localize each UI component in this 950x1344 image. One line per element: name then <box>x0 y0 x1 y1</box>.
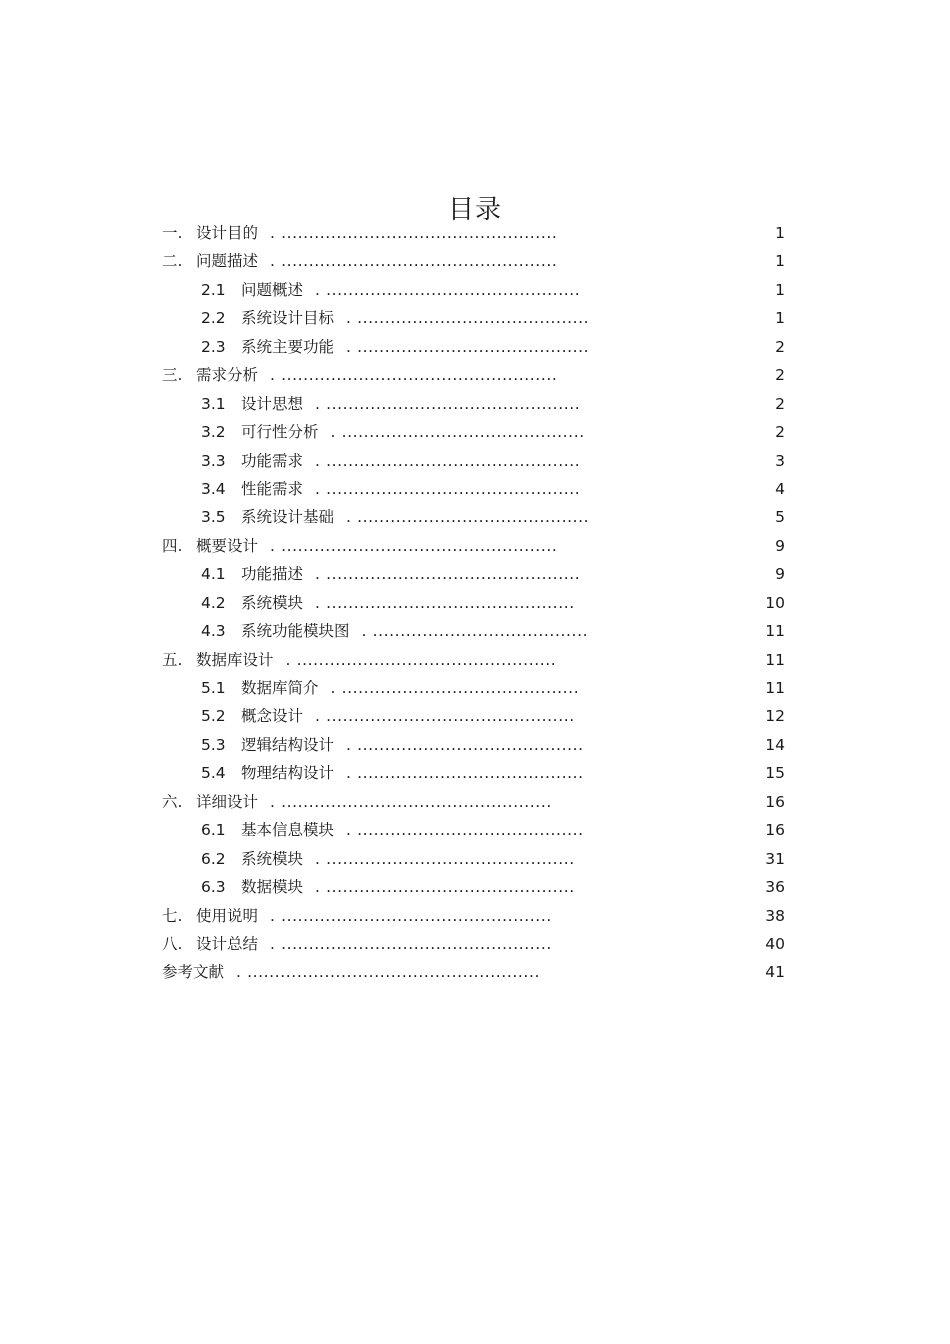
toc-entry[interactable] <box>0 219 950 247</box>
toc-entry-number: 5.2 <box>201 707 226 726</box>
toc-page-number: 10 <box>765 593 785 612</box>
toc-page-number: 3 <box>775 451 785 470</box>
toc-entry-number: 二. <box>162 252 183 271</box>
toc-entry-text <box>162 788 552 816</box>
toc-entry-text <box>201 873 575 901</box>
toc-entry-text <box>162 219 557 247</box>
toc-entry[interactable] <box>0 958 950 986</box>
toc-entry-label: 系统主要功能 <box>241 337 335 356</box>
toc-entry-number: 5.1 <box>201 679 226 697</box>
toc-dot-leader: . ........................................... <box>330 679 580 697</box>
toc-entry[interactable] <box>0 873 950 901</box>
toc-page-number: 4 <box>775 479 785 498</box>
toc-entry-number: 4.3 <box>201 622 226 641</box>
toc-dot-leader: . ............................................ <box>330 423 585 442</box>
toc-dot-leader: . ....................................... <box>361 622 589 641</box>
toc-entry-label: 系统模块 <box>241 593 304 612</box>
toc-dot-leader: . ............................................. <box>315 878 575 897</box>
toc-page-number: 11 <box>765 622 785 641</box>
toc-entry-label: 概念设计 <box>241 707 304 726</box>
toc-entry-label: 设计目的 <box>196 224 259 242</box>
toc-entry-number: 3.3 <box>201 451 226 470</box>
toc-page-number: 5 <box>775 508 785 527</box>
toc-page-number: 2 <box>775 423 785 442</box>
toc-page-number: 1 <box>775 224 785 242</box>
toc-page-number: 9 <box>775 536 785 555</box>
toc-page-number: 11 <box>765 679 785 697</box>
toc-page-number: 41 <box>765 963 785 982</box>
toc-entry[interactable] <box>0 503 950 531</box>
toc-entry-label: 问题描述 <box>196 252 259 271</box>
toc-list <box>0 219 950 987</box>
toc-entry-text <box>201 390 580 418</box>
toc-entry-text <box>201 845 575 873</box>
toc-entry-label: 详细设计 <box>196 792 259 811</box>
toc-entry-text <box>201 589 575 617</box>
toc-entry-text <box>201 731 584 759</box>
toc-entry-label: 性能需求 <box>241 479 304 498</box>
toc-entry[interactable] <box>0 589 950 617</box>
toc-dot-leader: . ......................................... <box>346 764 584 783</box>
toc-page-number: 1 <box>775 309 785 328</box>
toc-entry-text <box>201 759 584 787</box>
toc-entry-number: 6.3 <box>201 878 226 897</box>
toc-entry-number: 一. <box>162 224 183 242</box>
toc-entry-number: 4.2 <box>201 593 226 612</box>
toc-entry-number: 6.1 <box>201 821 226 840</box>
toc-page-number: 38 <box>765 906 785 925</box>
toc-dot-leader: . ............................................... <box>285 650 557 669</box>
toc-entry[interactable] <box>0 418 950 446</box>
toc-entry[interactable] <box>0 447 950 475</box>
toc-entry-label: 系统模块 <box>241 849 304 868</box>
toc-dot-leader: . .......................................... <box>346 309 590 328</box>
toc-page-number: 2 <box>775 366 785 385</box>
toc-entry-text <box>201 816 584 844</box>
toc-entry-text <box>162 646 556 674</box>
toc-entry-number: 五. <box>162 650 183 669</box>
toc-entry-label: 问题概述 <box>241 280 304 299</box>
toc-entry-label: 系统设计基础 <box>241 508 335 527</box>
toc-entry-label: 设计总结 <box>196 934 259 953</box>
toc-entry-number: 八. <box>162 934 183 953</box>
toc-entry-number: 六. <box>162 792 183 811</box>
toc-entry-label: 数据库简介 <box>241 679 319 697</box>
toc-entry[interactable] <box>0 902 950 930</box>
toc-entry[interactable] <box>0 646 950 674</box>
toc-entry-number: 3.1 <box>201 394 226 413</box>
toc-dot-leader: . ............................................. <box>315 593 575 612</box>
toc-entry-label: 系统功能模块图 <box>241 622 350 641</box>
toc-entry-number: 5.4 <box>201 764 226 783</box>
toc-entry[interactable] <box>0 390 950 418</box>
toc-entry-text <box>201 674 579 702</box>
toc-entry-label: 系统设计目标 <box>241 309 335 328</box>
toc-entry-text <box>162 247 557 275</box>
toc-page-number: 15 <box>765 764 785 783</box>
toc-dot-leader: . ......................................... <box>346 735 584 754</box>
toc-dot-leader: . .............................................. <box>315 280 581 299</box>
toc-dot-leader: . ................................................. <box>270 792 552 811</box>
toc-entry[interactable] <box>0 674 950 702</box>
toc-dot-leader: . .............................................. <box>315 565 581 584</box>
toc-page-number: 31 <box>765 849 785 868</box>
toc-entry-text <box>201 304 589 332</box>
toc-entry-text <box>201 702 575 730</box>
toc-page-number: 2 <box>775 394 785 413</box>
toc-dot-leader: . ............................................. <box>315 707 575 726</box>
toc-entry-number: 3.5 <box>201 508 226 527</box>
toc-page-number: 12 <box>765 707 785 726</box>
toc-entry[interactable] <box>0 845 950 873</box>
toc-entry[interactable] <box>0 731 950 759</box>
toc-dot-leader: . .............................................. <box>315 479 581 498</box>
toc-entry[interactable] <box>0 532 950 560</box>
toc-entry-text <box>162 902 552 930</box>
toc-dot-leader: . .............................................. <box>315 394 581 413</box>
toc-entry-label: 逻辑结构设计 <box>241 735 335 754</box>
toc-entry-label: 数据模块 <box>241 878 304 897</box>
toc-entry-number: 七. <box>162 906 183 925</box>
toc-entry-text <box>201 560 580 588</box>
toc-entry[interactable] <box>0 276 950 304</box>
toc-entry-number: 三. <box>162 366 183 385</box>
toc-entry[interactable] <box>0 247 950 275</box>
toc-entry-text <box>162 930 552 958</box>
toc-entry-number: 2.3 <box>201 337 226 356</box>
toc-entry-number: 2.1 <box>201 280 226 299</box>
toc-entry[interactable] <box>0 617 950 645</box>
toc-entry[interactable] <box>0 304 950 332</box>
toc-dot-leader: . .................................................. <box>270 224 558 242</box>
toc-entry-text <box>201 276 580 304</box>
toc-entry[interactable] <box>0 930 950 958</box>
toc-entry-text <box>162 958 540 986</box>
toc-entry[interactable] <box>0 475 950 503</box>
toc-entry-label: 物理结构设计 <box>241 764 335 783</box>
toc-entry-label: 功能需求 <box>241 451 304 470</box>
toc-page-number: 1 <box>775 280 785 299</box>
toc-entry-number: 4.1 <box>201 565 226 584</box>
toc-entry-label: 参考文献 <box>162 963 225 982</box>
toc-dot-leader: . .......................................... <box>346 337 590 356</box>
toc-dot-leader: . .................................................. <box>270 252 558 271</box>
toc-dot-leader: . ................................................. <box>270 906 552 925</box>
toc-dot-leader: . ................................................. <box>270 934 552 953</box>
toc-dot-leader: . ..................................................... <box>236 963 541 982</box>
toc-entry-text <box>201 617 588 645</box>
toc-page-number: 2 <box>775 337 785 356</box>
toc-page-number: 1 <box>775 252 785 271</box>
toc-entry-number: 6.2 <box>201 849 226 868</box>
toc-entry-label: 基本信息模块 <box>241 821 335 840</box>
toc-entry-text <box>162 361 557 389</box>
toc-entry-label: 功能描述 <box>241 565 304 584</box>
toc-dot-leader: . .................................................. <box>270 536 558 555</box>
toc-dot-leader: . .......................................... <box>346 508 590 527</box>
toc-entry-label: 设计思想 <box>241 394 304 413</box>
toc-entry-text <box>201 333 589 361</box>
toc-entry-number: 5.3 <box>201 735 226 754</box>
toc-page-number: 14 <box>765 735 785 754</box>
toc-entry[interactable] <box>0 333 950 361</box>
toc-page-number: 16 <box>765 792 785 811</box>
toc-entry-text <box>201 418 585 446</box>
toc-entry-label: 数据库设计 <box>196 650 274 669</box>
toc-entry-text <box>162 532 557 560</box>
toc-entry[interactable] <box>0 361 950 389</box>
toc-entry[interactable] <box>0 816 950 844</box>
toc-entry[interactable] <box>0 788 950 816</box>
toc-page-number: 16 <box>765 821 785 840</box>
toc-page-number: 36 <box>765 878 785 897</box>
toc-entry[interactable] <box>0 560 950 588</box>
toc-page-number: 11 <box>765 650 785 669</box>
toc-dot-leader: . .................................................. <box>270 366 558 385</box>
toc-entry[interactable] <box>0 759 950 787</box>
toc-entry-text <box>201 503 589 531</box>
toc-entry-number: 2.2 <box>201 309 226 328</box>
toc-entry-label: 使用说明 <box>196 906 259 925</box>
toc-dot-leader: . ......................................... <box>346 821 584 840</box>
toc-page-number: 9 <box>775 565 785 584</box>
toc-dot-leader: . .............................................. <box>315 451 581 470</box>
toc-entry-label: 可行性分析 <box>241 423 319 442</box>
toc-entry-label: 需求分析 <box>196 366 259 385</box>
toc-entry-label: 概要设计 <box>196 536 259 555</box>
toc-entry-number: 3.2 <box>201 423 226 442</box>
toc-dot-leader: . ............................................. <box>315 849 575 868</box>
toc-entry-number: 3.4 <box>201 479 226 498</box>
toc-title: 目录 <box>447 195 502 226</box>
toc-entry-text <box>201 447 580 475</box>
toc-entry[interactable] <box>0 702 950 730</box>
toc-entry-text <box>201 475 580 503</box>
toc-page-number: 40 <box>765 934 785 953</box>
toc-entry-number: 四. <box>162 536 183 555</box>
